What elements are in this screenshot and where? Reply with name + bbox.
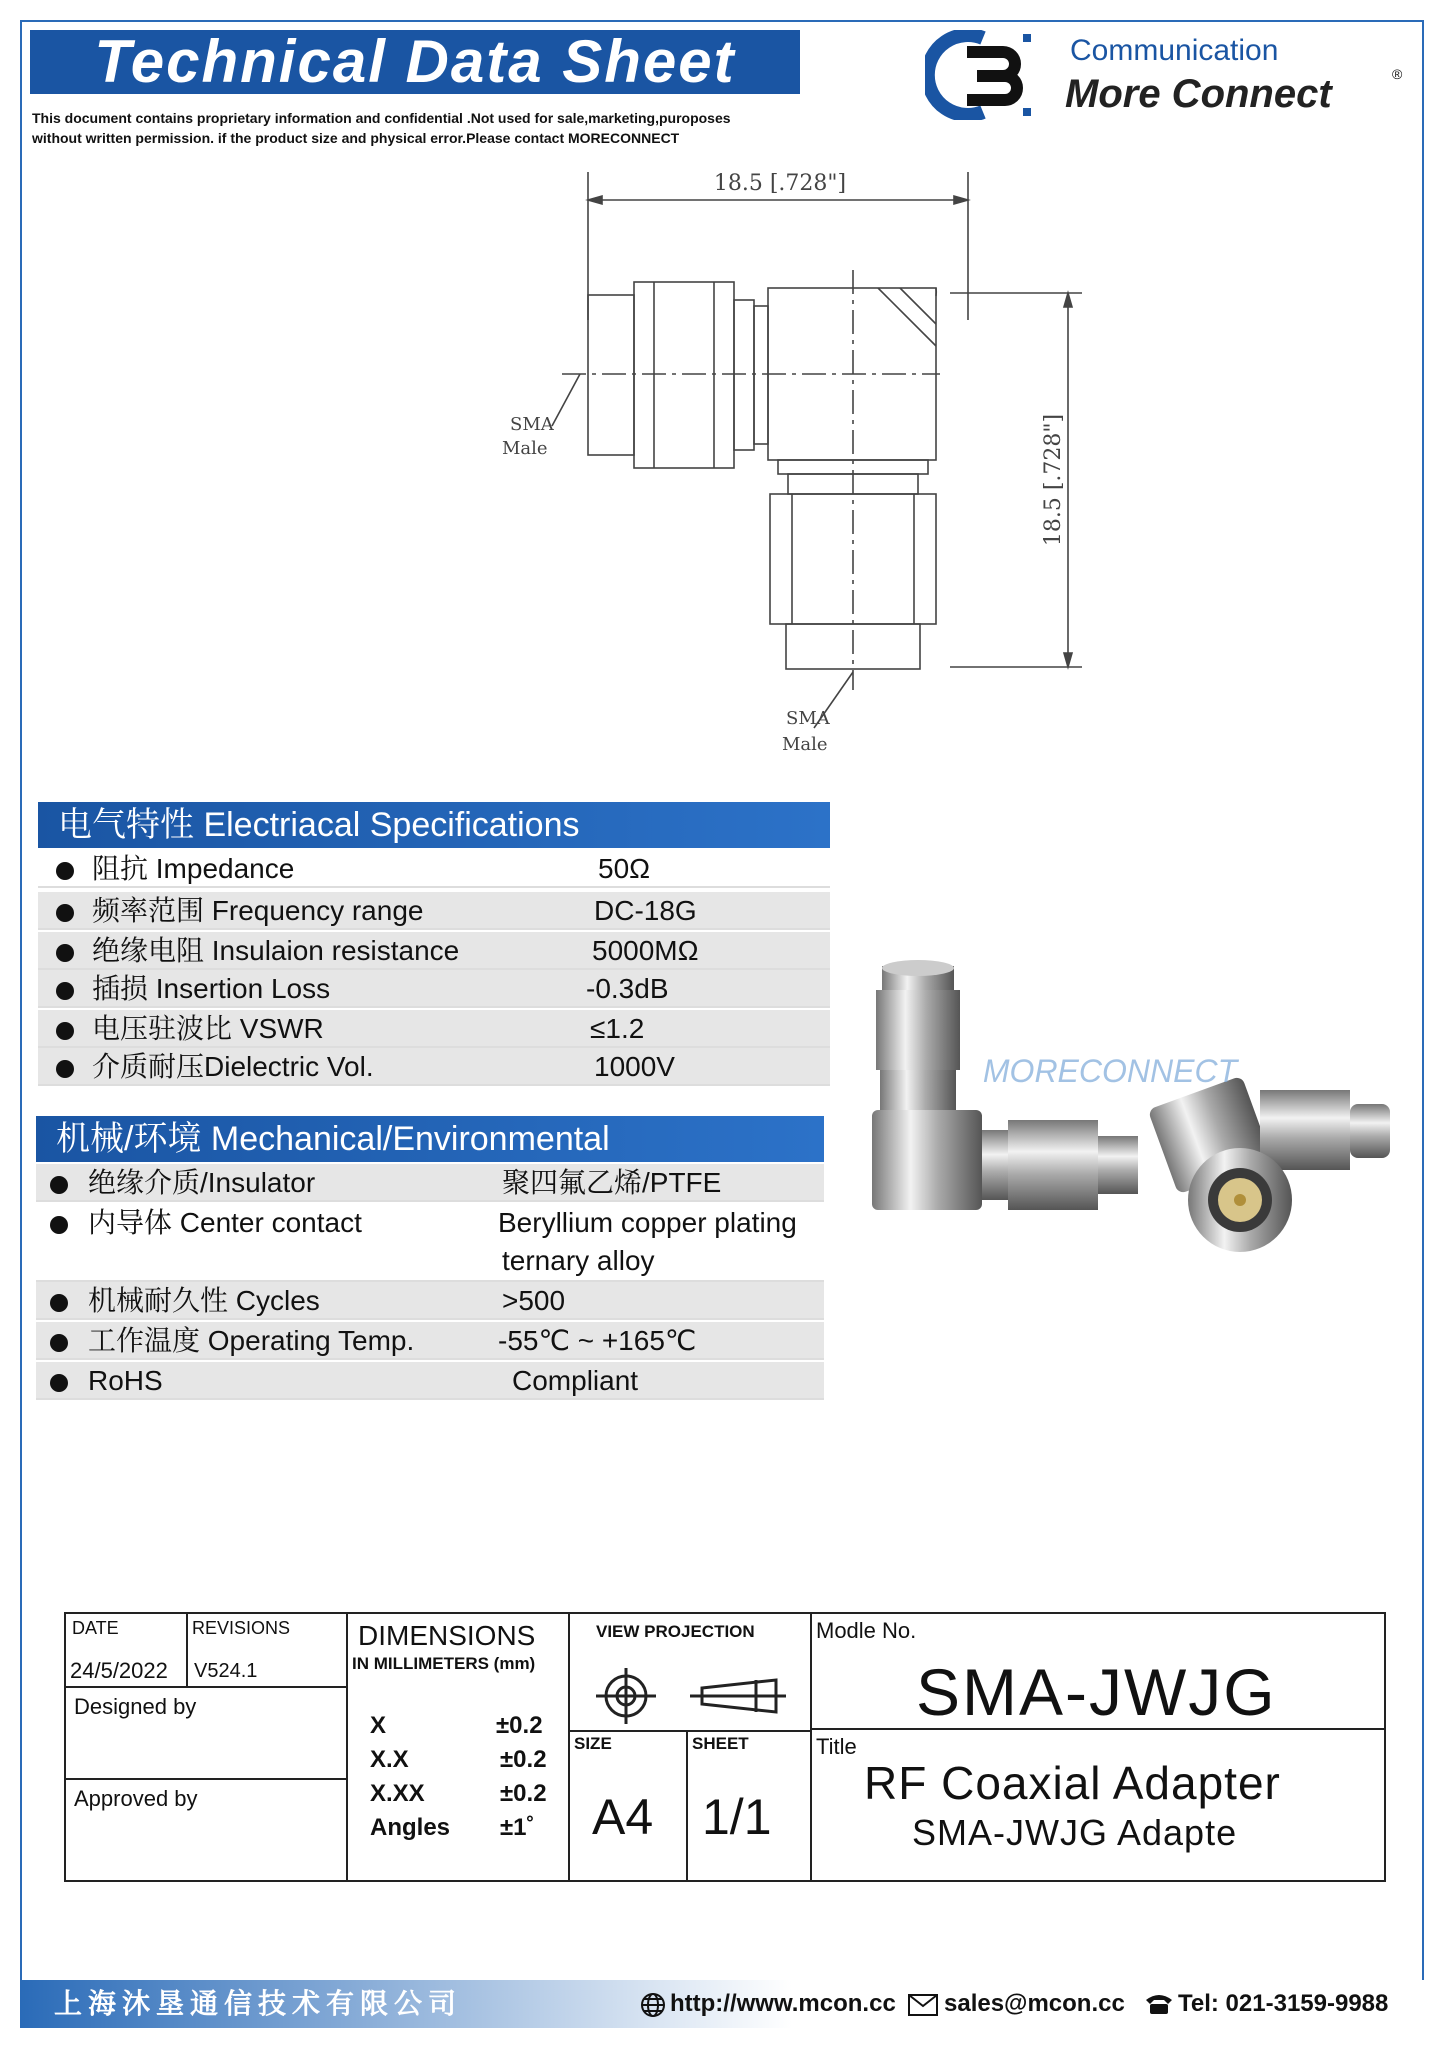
spec-row-operating-temp: [36, 1322, 824, 1360]
spec-value: 50Ω: [598, 853, 651, 884]
disclaimer-line-1: This document contains proprietary information and confidential .Not used for sale,marketing,puroposes: [32, 110, 731, 126]
bullet-icon: [50, 1374, 68, 1392]
dim-horizontal: 18.5 [.728"]: [713, 171, 847, 196]
spec-label: 工作温度 Operating Temp.: [88, 1325, 415, 1356]
projection-symbol-icon: [586, 1666, 796, 1726]
spec-row-frequency: [38, 892, 830, 930]
tolerance-key: X.XX: [370, 1780, 425, 1807]
approved-by-label: Approved by: [74, 1786, 198, 1811]
dimensions-title: DIMENSIONS: [358, 1620, 536, 1651]
bullet-icon: [50, 1176, 68, 1194]
company-logo-icon: [925, 30, 1035, 120]
revision-value: V524.1: [194, 1660, 258, 1682]
date-value: 24/5/2022: [70, 1658, 168, 1683]
spec-label: 插损 Insertion Loss: [92, 973, 331, 1004]
product-photo: [840, 940, 1400, 1270]
brand-bottom-text: More Connect: [1065, 72, 1332, 116]
dimensions-subtitle: IN MILLIMETERS (mm): [352, 1654, 536, 1673]
document-title: Technical Data Sheet: [94, 28, 736, 95]
spec-value: -0.3dB: [586, 973, 669, 1004]
spec-row-insertion-loss: [38, 970, 830, 1008]
spec-label: 内导体 Center contact: [88, 1207, 362, 1238]
footer-telephone: Tel: 021-3159-9988: [1178, 1990, 1389, 2017]
bullet-icon: [56, 944, 74, 962]
size-label: SIZE: [574, 1734, 612, 1753]
spec-value: Beryllium copper plating: [498, 1207, 797, 1238]
spec-label: 阻抗 Impedance: [92, 853, 295, 884]
spec-value: 聚四氟乙烯/PTFE: [502, 1167, 722, 1198]
disclaimer-line-2: without written permission. if the product size and physical error.Please contact MORECONNECT: [32, 130, 680, 146]
size-value: A4: [592, 1789, 654, 1845]
spec-value: Compliant: [512, 1365, 639, 1396]
spec-value: >500: [502, 1285, 566, 1316]
technical-drawing: [470, 160, 1110, 780]
spec-row-center-contact: [36, 1204, 824, 1282]
bullet-icon: [56, 1022, 74, 1040]
spec-value: DC-18G: [594, 895, 697, 926]
bullet-icon: [50, 1294, 68, 1312]
model-label: Modle No.: [816, 1618, 917, 1643]
tolerance-key: X.X: [370, 1746, 409, 1773]
designed-by-label: Designed by: [74, 1694, 197, 1719]
spec-label: 介质耐压Dielectric Vol.: [92, 1051, 374, 1082]
title-banner: [30, 30, 800, 94]
spec-row-impedance: [38, 850, 830, 888]
registered-mark: ®: [1392, 66, 1403, 82]
sheet-value: 1/1: [702, 1789, 772, 1845]
spec-label: 电压驻波比 VSWR: [92, 1013, 324, 1044]
disclaimer: [32, 108, 832, 148]
product-title: RF Coaxial Adapter: [864, 1757, 1281, 1809]
label-bottom-sma: SMA: [786, 708, 830, 729]
mail-icon: [908, 1994, 938, 2016]
globe-icon: [640, 1992, 666, 2018]
spec-label: 频率范围 Frequency range: [92, 895, 424, 926]
phone-icon: [1144, 1992, 1174, 2016]
date-label: DATE: [72, 1618, 119, 1638]
tolerance-key: X: [370, 1712, 387, 1739]
spec-row-insulation: [38, 932, 830, 970]
title-label: Title: [816, 1734, 857, 1759]
bullet-icon: [56, 862, 74, 880]
mechanical-heading: 机械/环境 Mechanical/Environmental: [36, 1116, 824, 1162]
spec-row-dielectric: [38, 1048, 830, 1086]
bullet-icon: [50, 1216, 68, 1234]
tolerance-value: ±0.2: [496, 1712, 543, 1739]
spec-value: -55℃ ~ +165℃: [498, 1325, 697, 1356]
product-subtitle: SMA-JWJG Adapte: [912, 1812, 1238, 1853]
spec-value: 1000V: [594, 1051, 675, 1082]
bullet-icon: [56, 982, 74, 1000]
tolerance-value: ±0.2: [500, 1746, 547, 1773]
footer-company: 上海沐垦通信技术有限公司: [54, 1988, 463, 2019]
spec-row-insulator: [36, 1164, 824, 1202]
spec-label: RoHS: [88, 1365, 163, 1396]
spec-row-rohs: [36, 1362, 824, 1400]
sheet-label: SHEET: [692, 1734, 749, 1753]
spec-label: 机械耐久性 Cycles: [88, 1285, 320, 1316]
brand-top-text: Communication: [1070, 34, 1279, 67]
spec-row-cycles: [36, 1282, 824, 1320]
revisions-label: REVISIONS: [192, 1618, 291, 1638]
dim-vertical: 18.5 [.728"]: [1041, 413, 1066, 547]
view-projection-label: VIEW PROJECTION: [596, 1622, 755, 1641]
label-left-male: Male: [502, 438, 548, 459]
tolerance-value: ±0.2: [500, 1780, 547, 1807]
spec-value-continued: ternary alloy: [502, 1245, 655, 1276]
bullet-icon: [56, 1060, 74, 1078]
title-block: [64, 1612, 1386, 1882]
bullet-icon: [50, 1334, 68, 1352]
electrical-heading: 电气特性 Electriacal Specifications: [38, 802, 830, 848]
tolerance-key: Angles: [370, 1814, 451, 1841]
spec-label: 绝缘电阻 Insulaion resistance: [92, 935, 460, 966]
label-bottom-male: Male: [782, 734, 828, 755]
spec-row-vswr: [38, 1010, 830, 1048]
spec-value: 5000MΩ: [592, 935, 699, 966]
bullet-icon: [56, 904, 74, 922]
tolerance-value: ±1˚: [500, 1814, 535, 1841]
spec-label: 绝缘介质/Insulator: [88, 1167, 316, 1198]
footer-website[interactable]: http://www.mcon.cc: [670, 1990, 896, 2017]
label-left-sma: SMA: [510, 414, 554, 435]
spec-value: ≤1.2: [590, 1013, 645, 1044]
model-number: SMA-JWJG: [916, 1655, 1277, 1729]
footer-email[interactable]: sales@mcon.cc: [944, 1990, 1125, 2017]
photo-watermark: MORECONNECT: [982, 1053, 1238, 1089]
